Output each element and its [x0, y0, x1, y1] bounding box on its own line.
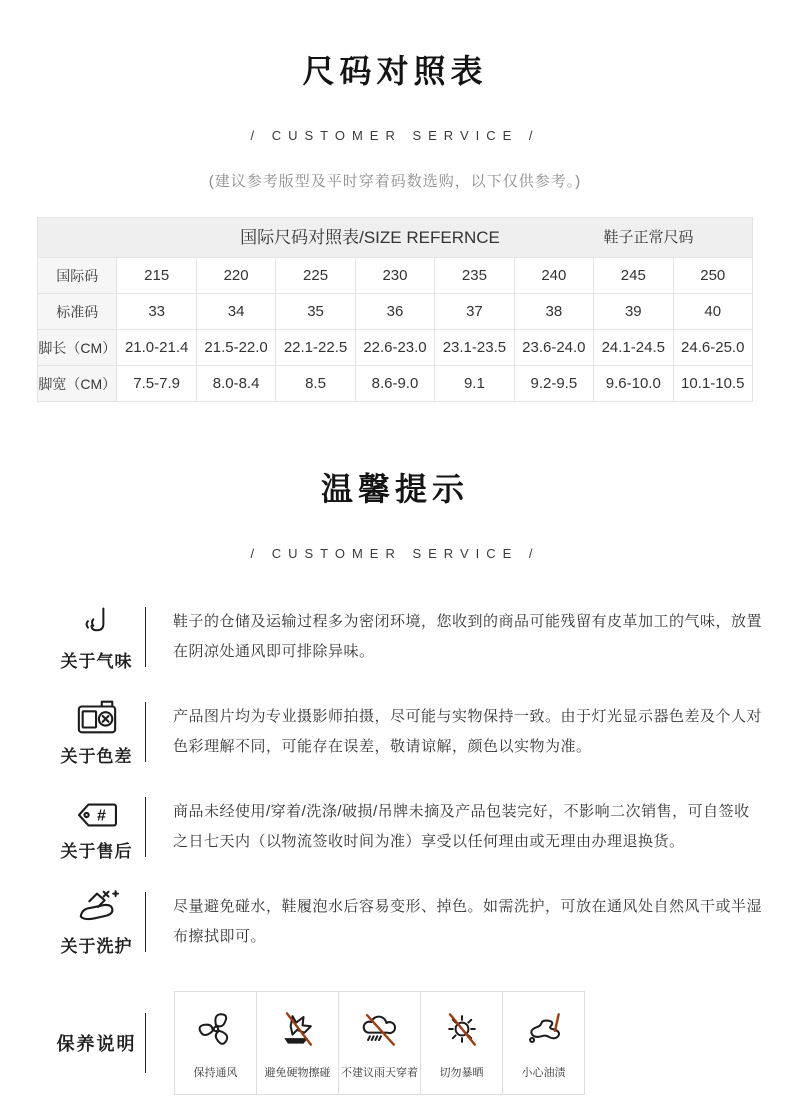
cell: 37 [435, 294, 514, 330]
cell: 23.1-23.5 [435, 330, 514, 366]
table-row-standard-code [38, 294, 753, 330]
cell: 215 [117, 258, 196, 294]
table-row-intl-code [38, 258, 753, 294]
vertical-divider [145, 797, 146, 857]
row-label: 国际码 [38, 258, 117, 294]
cell: 40 [673, 294, 753, 330]
no-hard-object-icon [276, 1006, 320, 1052]
cell: 8.5 [276, 366, 355, 402]
tip-left [48, 886, 145, 957]
vertical-divider [145, 892, 146, 952]
cell: 9.1 [435, 366, 514, 402]
cell: 225 [276, 258, 355, 294]
tip-left [48, 791, 145, 862]
care-card-label: 保持通风 [193, 1067, 238, 1079]
hand-wash-icon [48, 886, 145, 928]
care-card-ventilation [174, 991, 257, 1095]
tip-text: 产品图片均为专业摄影师拍摄，尽可能与实物保持一致。由于灯光显示器色差及个人对色彩理解不同，可能存在误差，敬请谅解，颜色以实物为准。 [173, 707, 763, 755]
oil-stain-icon [522, 1006, 566, 1052]
size-chart-subtitle: / CUSTOMER SERVICE / [250, 128, 540, 143]
cell: 21.5-22.0 [196, 330, 275, 366]
vertical-divider [145, 607, 146, 667]
size-table-header-row [38, 218, 753, 258]
no-sun-icon [440, 1006, 484, 1052]
care-card-no-hard-objects [256, 991, 339, 1095]
cell: 230 [355, 258, 434, 294]
care-card-label: 不建议雨天穿着 [341, 1067, 418, 1079]
size-table [37, 217, 753, 402]
cell: 235 [435, 258, 514, 294]
cell: 33 [117, 294, 196, 330]
price-tag-icon [48, 791, 145, 833]
cell: 36 [355, 294, 434, 330]
vertical-divider [145, 702, 146, 762]
care-card-label: 避免硬物擦碰 [264, 1067, 331, 1079]
row-label: 标准码 [38, 294, 117, 330]
tip-row-aftersales [48, 791, 790, 862]
tips-list [0, 601, 790, 957]
cell: 34 [196, 294, 275, 330]
no-rain-icon [358, 1006, 402, 1052]
svg-text:#: # [96, 806, 106, 825]
size-chart-title: 尺码对照表 [302, 53, 488, 89]
size-table-header-cell [38, 218, 753, 258]
cell: 9.6-10.0 [594, 366, 673, 402]
cell: 9.2-9.5 [514, 366, 593, 402]
table-row-foot-width [38, 366, 753, 402]
cell: 250 [673, 258, 753, 294]
tip-text: 尽量避免碰水，鞋履泡水后容易变形、掉色。如需洗护，可放在通风处自然风干或半湿布擦拭即可。 [173, 897, 763, 945]
tip-left [48, 696, 145, 767]
tips-title: 温馨提示 [320, 471, 469, 507]
row-label: 脚宽（CM） [38, 366, 117, 402]
cell: 220 [196, 258, 275, 294]
cell: 38 [514, 294, 593, 330]
care-label: 保养说明 [56, 1034, 137, 1054]
care-card-label: 小心油渍 [521, 1067, 566, 1079]
cell: 7.5-7.9 [117, 366, 196, 402]
care-cards [174, 991, 585, 1095]
tip-row-color [48, 696, 790, 767]
cell: 23.6-24.0 [514, 330, 593, 366]
cell: 10.1-10.5 [673, 366, 753, 402]
cell: 245 [594, 258, 673, 294]
care-card-no-rain [338, 991, 421, 1095]
cell: 24.1-24.5 [594, 330, 673, 366]
size-table-header-right: 鞋子正常尺码 [603, 229, 694, 246]
cell: 24.6-25.0 [673, 330, 753, 366]
care-section [48, 991, 790, 1095]
table-row-foot-length [38, 330, 753, 366]
care-card-oil-stains [502, 991, 585, 1095]
care-card-no-sun [420, 991, 503, 1095]
smell-icon [48, 601, 145, 643]
cell: 8.0-8.4 [196, 366, 275, 402]
tips-subtitle: / CUSTOMER SERVICE / [250, 546, 540, 561]
care-card-label: 切勿暴晒 [439, 1067, 484, 1079]
fan-icon [194, 1006, 238, 1052]
tip-row-washing [48, 886, 790, 957]
cell: 22.6-23.0 [355, 330, 434, 366]
tip-label: 关于售后 [60, 842, 133, 861]
cell: 8.6-9.0 [355, 366, 434, 402]
cell: 39 [594, 294, 673, 330]
cell: 21.0-21.4 [117, 330, 196, 366]
cell: 35 [276, 294, 355, 330]
tip-label: 关于洗护 [60, 937, 133, 956]
size-table-header-left: 国际尺码对照表/SIZE REFERNCE [240, 228, 500, 247]
tip-left [48, 601, 145, 672]
size-chart-note: (建议参考版型及平时穿着码数选购，以下仅供参考。) [208, 173, 582, 190]
row-label: 脚长（CM） [38, 330, 117, 366]
tip-label: 关于气味 [60, 652, 133, 671]
tip-text: 商品未经使用/穿着/洗涤/破损/吊牌未摘及产品包装完好，不影响二次销售，可自签收之日七天内（以物流签收时间为准）享受以任何理由或无理由办理退换货。 [173, 802, 750, 850]
cell: 22.1-22.5 [276, 330, 355, 366]
cell: 240 [514, 258, 593, 294]
vertical-divider [145, 1013, 146, 1073]
tip-label: 关于色差 [60, 747, 133, 766]
tip-text: 鞋子的仓储及运输过程多为密闭环境，您收到的商品可能残留有皮革加工的气味，放置在阴凉处通风即可排除异味。 [173, 612, 763, 660]
tip-row-smell [48, 601, 790, 672]
camera-icon [48, 696, 145, 738]
